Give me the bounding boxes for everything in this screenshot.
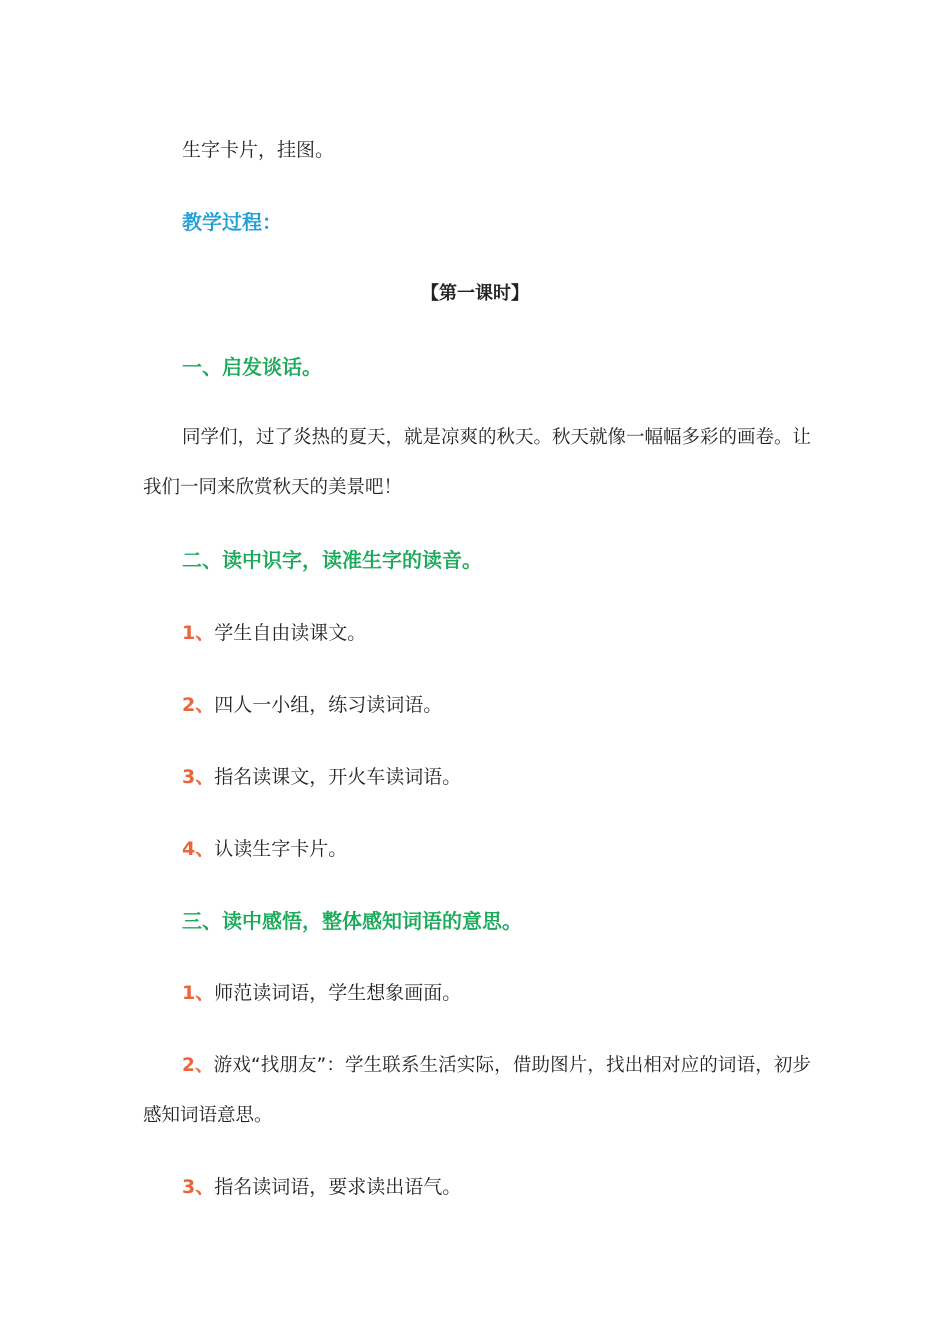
list-item-number: 2、 bbox=[182, 1055, 214, 1076]
teaching-process-heading: 教学过程： bbox=[182, 210, 282, 234]
list-item-number: 3、 bbox=[182, 1176, 215, 1198]
section-heading-1: 一、启发谈话。 bbox=[182, 355, 322, 379]
list-item-number: 1、 bbox=[182, 622, 215, 644]
list-item bbox=[182, 692, 442, 718]
list-item-number: 1、 bbox=[182, 982, 215, 1004]
list-item bbox=[182, 764, 461, 790]
list-item-number: 3、 bbox=[182, 766, 215, 788]
list-item-multiline bbox=[143, 1041, 811, 1141]
list-item bbox=[182, 836, 347, 862]
list-item-number: 2、 bbox=[182, 694, 215, 716]
list-item-text: 学生自由读课文。 bbox=[214, 622, 367, 644]
list-item-text: 四人一小组，练习读词语。 bbox=[214, 694, 443, 716]
list-item-text: 指名读课文，开火车读词语。 bbox=[214, 766, 462, 788]
list-item bbox=[182, 1174, 461, 1200]
list-item-text: 游戏“找朋友”：学生联系生活实际，借助图片，找出相对应的词语，初步感知词语意思。 bbox=[143, 1055, 812, 1126]
materials-text: 生字卡片，挂图。 bbox=[182, 139, 335, 161]
list-item bbox=[182, 620, 366, 646]
intro-paragraph: 同学们，过了炎热的夏天，就是凉爽的秋天。秋天就像一幅幅多彩的画卷。让我们一同来欣赏秋天的美景吧！ bbox=[143, 427, 812, 498]
list-item bbox=[182, 980, 461, 1006]
lesson-title: 【第一课时】 bbox=[421, 283, 529, 304]
list-item-text: 师范读词语，学生想象画面。 bbox=[214, 982, 462, 1004]
section-heading-3: 三、读中感悟，整体感知词语的意思。 bbox=[182, 909, 522, 933]
section-heading-2: 二、读中识字，读准生字的读音。 bbox=[182, 548, 482, 572]
list-item-number: 4、 bbox=[182, 838, 215, 860]
list-item-text: 指名读词语，要求读出语气。 bbox=[214, 1176, 462, 1198]
list-item-text: 认读生字卡片。 bbox=[214, 838, 348, 860]
